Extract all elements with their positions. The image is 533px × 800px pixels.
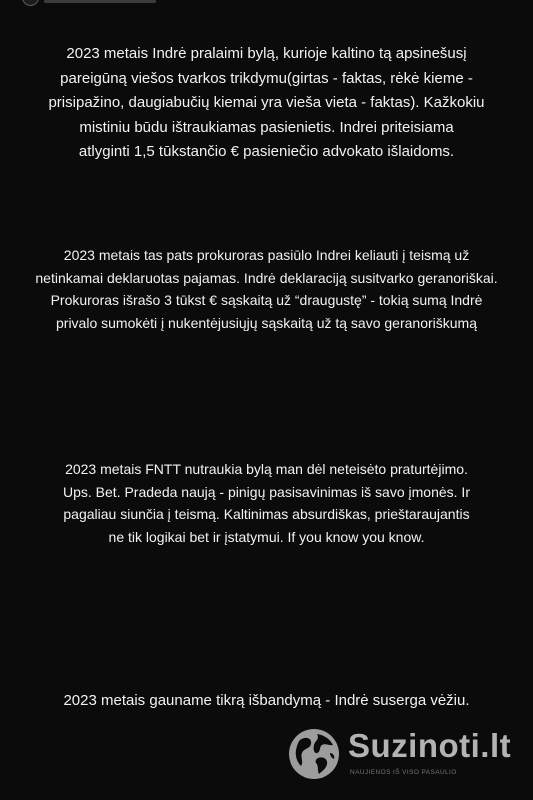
profile-name-placeholder [44,0,156,3]
story-paragraph-2: 2023 metais tas pats prokuroras pasiūlo Indrei keliauti į teismą už netinkamai deklaruotas pajamas. Indrė deklaraciją susitvarko geranoriškai. Prokuroras išrašo 3 tūkst € sąskaitą už “draugustę” - tokią sumą Indrė privalo sumokėti į nukentėjusiųjų sąskaitą už tą savo geranoriškumą [35,247,498,331]
watermark-slogan: NAUJIENOS IŠ VISO PASAULIO [350,769,457,776]
story-paragraph-4: 2023 metais gauname tikrą išbandymą - Indrė suserga vėžiu. [63,692,470,709]
globe-icon [286,726,342,782]
site-watermark [286,724,526,794]
profile-avatar[interactable] [22,0,39,6]
watermark-brand: Suzinoti.lt [348,727,512,764]
story-header-strip [0,0,533,8]
story-paragraph-1: 2023 metais Indrė pralaimi bylą, kurioje kaltino tą apsinešusį pareigūną viešos tvarkos trikdymu(girtas - faktas, rėkė kieme - prisipažino, daugiabučių kiemai yra vieša vieta - faktas). Kažkokiu mistiniu būdu ištraukiamas pasienietis. Indrei priteisiama atlyginti 1,5 tūkstančio € pasieniečio advokato išlaidoms. [48,45,485,160]
story-paragraph-3: 2023 metais FNTT nutraukia bylą man dėl neteisėto praturtėjimo. Ups. Bet. Pradeda naują - pinigų pasisavinimas iš savo įmonės. Ir pagaliau siunčia į teismą. Kaltinimas absurdiškas, prieštaraujantis ne tik logikai bet ir įstatymui. If you know you know. [63,461,470,545]
